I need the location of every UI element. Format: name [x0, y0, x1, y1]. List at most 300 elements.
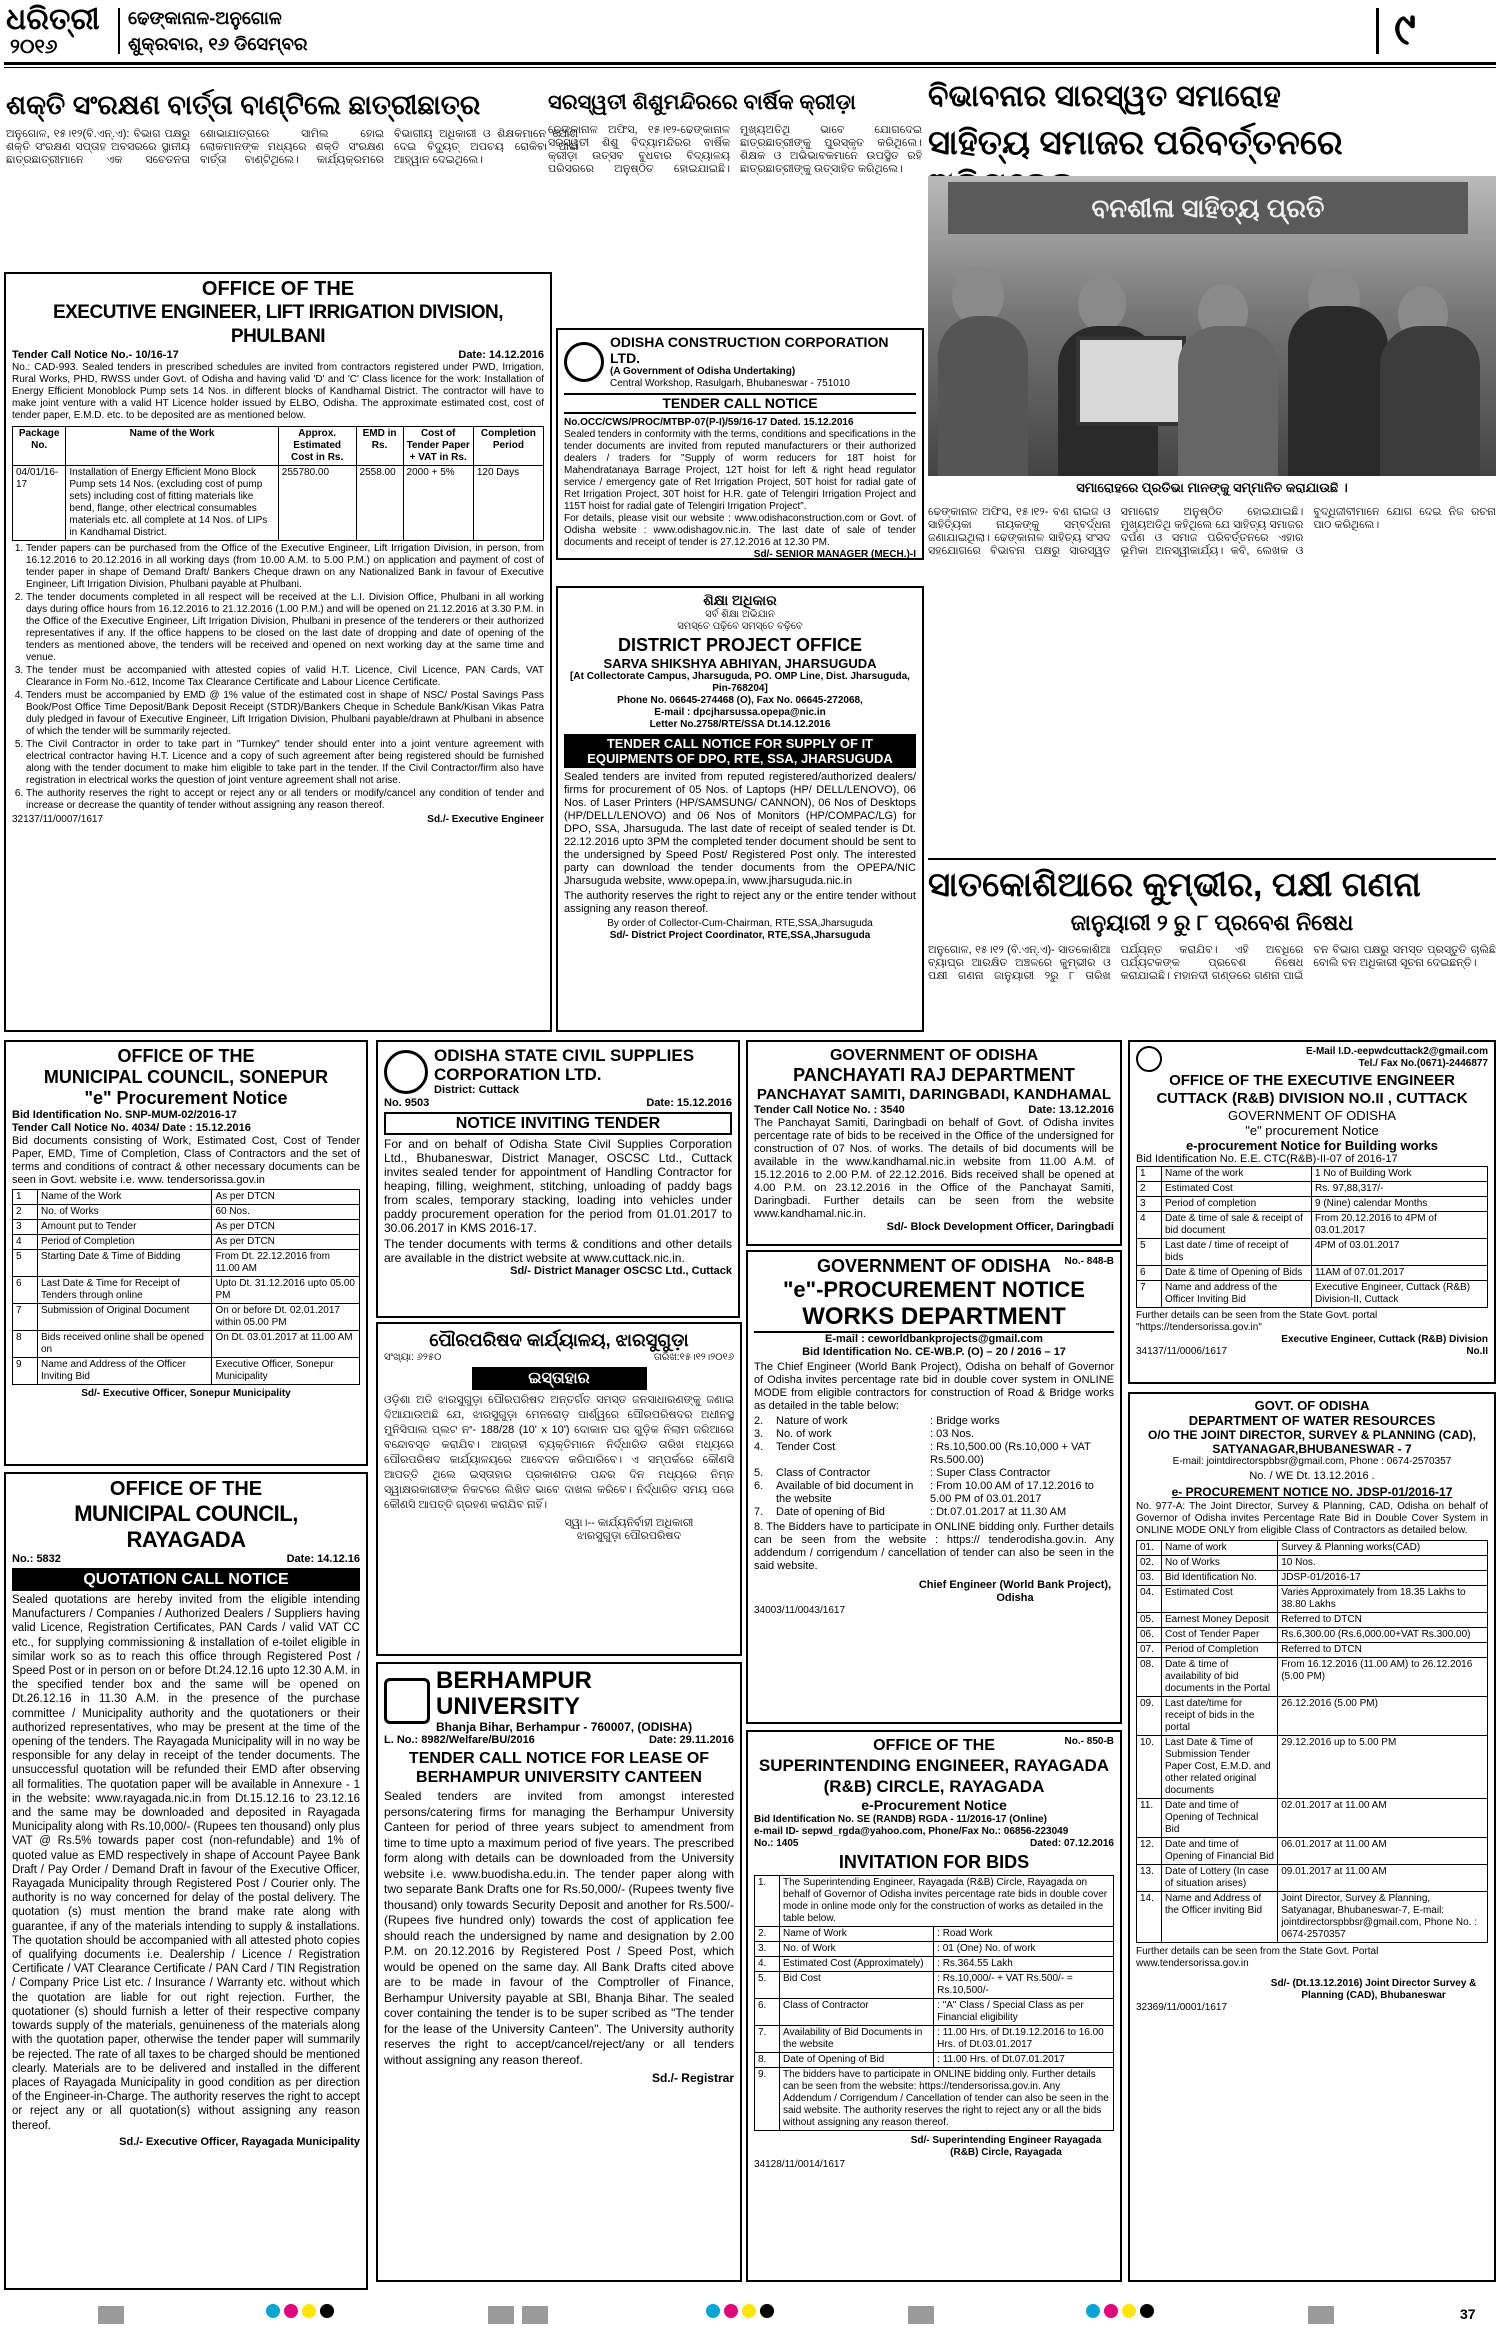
ad-occ-address: Central Workshop, Rasulgarh, Bhubaneswar - 751010	[610, 378, 850, 389]
table-row	[755, 1942, 1114, 1957]
row-number: 1	[13, 1190, 38, 1205]
row-label: Name and Address of the Officer inviting Bid	[1162, 1892, 1278, 1943]
ad-works-gov: GOVERNMENT OF ODISHA	[816, 1256, 1051, 1276]
row-number: 5.	[755, 1972, 780, 1999]
row-number: 6.	[755, 1999, 780, 2026]
ad-lift-body: No.: CAD-993. Sealed tenders in prescribed schedules are invited from contractors registered under PWD, Irrigation, Rural Works, PHD, RWSS under Govt. of Odisha and having valid 'D' and 'C' Class licence for the work: Installation of Energy Efficient Monoblock Pump sets 14 Nos. in different blocks of Kandhamal District. The contractor will have to make joint venture with a valid HT Licence holder issued by ELBO, Odisha. The approximate estimated cost, cost of tender paper, E.M.D. etc. to be deposited are as mentioned below.	[12, 362, 544, 421]
ad-ssa-note: The authority reserves the right to reject any or the entire tender without assigning any reason thereof.	[564, 890, 916, 915]
ad-cuttack-gov: GOVERNMENT OF ODISHA	[1227, 1108, 1397, 1123]
ad-ssa-letter: Letter No.2758/RTE/SSA Dt.14.12.2016	[649, 719, 831, 730]
row-value: Joint Director, Survey & Planning, Satyanagar, Bhubaneswar-7, E-mail: jointdirectorspbbsr@gmail.com, Phone No. : 0674-2570357	[1278, 1892, 1488, 1943]
ad-jharsuguda-bar: ଇସ୍ତାହାର	[472, 1367, 647, 1390]
row-label: Last date / time of receipt of bids	[1162, 1239, 1312, 1266]
row-number: 1.	[755, 1876, 780, 1927]
row-label: Bid Cost	[780, 1972, 934, 1999]
row-number: 11.	[1137, 1799, 1162, 1838]
table-row	[1137, 1167, 1488, 1182]
ad-cuttack-subtitle: e-procurement Notice for Building works	[1185, 1138, 1439, 1153]
ad-panchayat	[746, 1040, 1122, 1246]
ad-ssa-phone: Phone No. 06645-274468 (O), Fax No. 06645-272068,	[617, 695, 863, 706]
ad-panchayat-sign: Sd/- Block Development Officer, Daringbadi	[886, 1221, 1114, 1233]
ad-ssa-sign: Sd/- District Project Coordinator, RTE,SSA,Jharsuguda	[609, 930, 871, 941]
row-label: No of Works	[1162, 1556, 1278, 1571]
ad-civil-date: Date: 15.12.2016	[646, 1097, 732, 1109]
row-label: Nature of work	[776, 1415, 848, 1427]
table-row	[13, 1358, 360, 1385]
row-number: 5.	[754, 1467, 764, 1479]
row-label: Name of work	[1162, 1541, 1278, 1556]
occ-logo-icon	[564, 342, 604, 382]
footer-page-number: 37	[1460, 2306, 1476, 2322]
list-item	[754, 1441, 1114, 1467]
ad-lift-date: Date: 14.12.2016	[458, 349, 544, 361]
td-cost: 255780.00	[278, 466, 356, 541]
ad-rayagada-mc-office: OFFICE OF THE	[109, 1478, 263, 1500]
td-period: 120 Days	[473, 466, 543, 541]
row-number: 12.	[1137, 1838, 1162, 1865]
ad-sonepur-title: MUNICIPAL COUNCIL, SONEPUR	[43, 1067, 329, 1087]
row-label: Tender Cost	[776, 1441, 836, 1453]
odisha-emblem-icon	[1136, 1046, 1162, 1072]
row-number: 4	[1137, 1212, 1162, 1239]
ad-works-list	[754, 1415, 1114, 1519]
photo-banner	[948, 182, 1468, 234]
row-label: The bidders have to participate in ONLINE bidding only. Further details can be seen from the website: https://tendersorissa.gov.in. Any Addendum / Corrigendum / Cancellation of tender can also be seen in the said website. The authority reserves the right to reject any or all the bids without assigning any reason thereof.	[780, 2068, 1114, 2131]
ad-occ-body: Sealed tenders in conformity with the terms, conditions and specifications in the tender documents are invited from reputed manufacturers or their authorized dealers / traders for "Supply of worm reducers for 18T hoist for Mahendratanaya Barrage Project, 12T hoist for left & right head regulator service / emergency gate of Ret Irrigation Project, 50T hoist for radial gate of Ret Irrigation Project, 30T hoist for H.R. gate of Telengiri Irrigation Project and 115T hoist for radial gate of Telengiri Irrigation Project".	[564, 429, 916, 512]
ad-rayagada-mc-bar: QUOTATION CALL NOTICE	[12, 1568, 360, 1591]
row-label: Earnest Money Deposit	[1162, 1613, 1278, 1628]
ad-berhampur-sign: Sd./- Registrar	[651, 2071, 734, 2085]
ad-works-note: 8. The Bidders have to participate in ONLINE bidding only. Further details can be seen from the website : https:// tenderodisha.gov.in. Any addendum / corrigendum / cancellation of tender can also be seen in the said website.	[754, 1521, 1114, 1572]
list-item	[754, 1480, 1114, 1506]
photo-caption: ସମାରୋହରେ ପ୍ରତିଭା ମାନଙ୍କୁ ସମ୍ମାନିତ କରାଯାଉଛି ।	[1076, 480, 1348, 495]
ad-berhampur-no: L. No.: 8982/Welfare/BU/2016	[384, 1734, 535, 1746]
row-label: Period of completion	[1162, 1197, 1312, 1212]
row-number: 09.	[1137, 1697, 1162, 1736]
row-label: Estimated Cost (Approximately)	[780, 1957, 934, 1972]
masthead	[4, 2, 1496, 60]
row-number: 02.	[1137, 1556, 1162, 1571]
ssa-logo-sub: ସର୍ବ ଶିକ୍ଷା ଅଭିଯାନ	[705, 609, 775, 620]
ad-rayagada-rb-ref: 34128/11/0014/1617	[754, 2159, 846, 2170]
list-item: 1. Tender papers can be purchased from the Office of the Executive Engineer, Lift Irrigation Division, in person, from 16.12.2016 to 20.12.2016 in all working days (from 10.00 A.M. to 5.00 P.M.) on application and payment of cost of tender paper in shape of Demand Draft/ Bankers Cheque drawn on any Nationalized Bank in favour of Executive Engineer, Lift Irrigation Division, Phulbani payable at Phulbani.	[26, 543, 544, 591]
row-number: 4.	[755, 1957, 780, 1972]
row-number: 2	[1137, 1182, 1162, 1197]
ad-survey-bar: e- PROCUREMENT NOTICE NO. JDSP-01/2016-17	[1171, 1485, 1453, 1499]
row-number: 03.	[1137, 1571, 1162, 1586]
table-row	[1137, 1892, 1488, 1943]
ad-lift-notice-no: Tender Call Notice No.- 10/16-17	[12, 349, 179, 361]
ad-cuttack-email: E-Mail I.D.-eepwdcuttack2@gmail.com	[1305, 1046, 1488, 1057]
ad-civil-body: For and on behalf of Odisha State Civil Supplies Corporation Ltd., Bhubaneswar, District Manager, OSCSC Ltd., Cuttack invites sealed tender for appointment of Handling Contractor for heaping, filling, weighment, stitching, unloading of paddy bags from scales, temporary stacking, loading into vehicles under paddy procurement operation for the period from 01.01.2017 to 30.06.2017 in KMS 2016-17.	[384, 1137, 732, 1235]
row-label: Date and time of Opening of Technical Bid	[1162, 1799, 1278, 1838]
row-label: Name of the Work	[38, 1190, 212, 1205]
row-number: 3.	[754, 1428, 764, 1440]
row-value: Executive Engineer, Cuttack (R&B) Division-II, Cuttack	[1311, 1281, 1487, 1308]
ad-rayagada-mc-title: MUNICIPAL COUNCIL, RAYAGADA	[74, 1501, 298, 1552]
story-satkosia-body: ଅନୁଗୋଳ, ୧୫।୧୨ (ବି.ଏନ୍.ଏ)- ସାତକୋଶିଆ ବ୍ୟାଘ୍ର ଆରକ୍ଷିତ ଅଞ୍ଚଳରେ କୁମ୍ଭୀର ଓ ପକ୍ଷୀ ଗଣନା ଜାନୁୟାରୀ ୨ରୁ ୮ ତାରିଖ ପର୍ଯ୍ୟନ୍ତ କରାଯିବ। ଏହି ଅବଧିରେ ପର୍ଯ୍ୟଟକଙ୍କ ପ୍ରବେଶ ନିଷେଧ କରାଯାଇଛି। ମହାନଦୀ ଗଣ୍ଡରେ ଗଣନା ପାଇଁ ବନ ବିଭାଗ ପକ୍ଷରୁ ସମସ୍ତ ପ୍ରସ୍ତୁତି ଚାଲିଛି ବୋଲି ବନ ଅଧିକାରୀ ସୂଚନା ଦେଇଛନ୍ତି।	[928, 944, 1496, 982]
ad-ssa-email: E-mail : dpcjharsussa.opepa@nic.in	[654, 707, 826, 718]
row-label: Availability of Bid Documents in the website	[780, 2026, 934, 2053]
ad-survey	[1128, 1392, 1496, 2282]
table-row	[13, 1190, 360, 1205]
ad-civil-details: The tender documents with terms & conditions and other details are available in the district website at www.cuttack.nic.in.	[384, 1237, 732, 1265]
row-label: Estimated Cost	[1162, 1182, 1312, 1197]
row-label: Name of the work	[1162, 1167, 1312, 1182]
ad-survey-intro: No. 977-A: The Joint Director, Survey & Planning, CAD, Odisha on behalf of Governor of Odisha invites Percentage Rate Bid in Double Cover System in ONLINE MODE ONLY from eligible Class of Contractors as detailed below.	[1136, 1501, 1488, 1536]
ad-civil-district: District: Cuttack	[434, 1084, 519, 1096]
ad-sonepur-sign: Sd/- Executive Officer, Sonepur Municipality	[81, 1388, 291, 1399]
photo-banner-text: ବନଶୀଳା ସାହିତ୍ୟ ପ୍ରତି	[1091, 193, 1325, 223]
ad-rayagada-rb-ref-no: No.- 850-B	[1064, 1736, 1114, 1747]
ad-civil-no: No. 9503	[384, 1097, 430, 1109]
ad-works-email: E-mail : ceworldbankprojects@gmail.com	[825, 1333, 1043, 1345]
row-value: : From 10.00 AM of 17.12.2016 to 5.00 PM of 03.01.2017	[930, 1480, 1094, 1505]
table-row	[13, 466, 544, 541]
ad-lift-irrigation	[4, 272, 552, 1032]
table-row	[755, 1876, 1114, 1927]
ad-cuttack-rb	[1128, 1040, 1496, 1384]
row-number: 9	[13, 1358, 38, 1385]
ad-rayagada-mc-sign: Sd./- Executive Officer, Rayagada Municipality	[119, 2135, 360, 2148]
row-label: Estimated Cost	[1162, 1586, 1278, 1613]
ad-cuttack-tel: Tel./ Fax No.(0671)-2446877	[1358, 1058, 1488, 1069]
list-item: 5. The Civil Contractor in order to take part in "Turnkey" tender should enter into a joint venture agreement with electrical contractor having H.T. Licence and a copy of such agreement after being registered should be furnished along with the tender document to make him eligible to take part in the tender. If the Civil Contractor/firm also have registration in electrical works the question of joint venture agreement shall not arise.	[26, 739, 544, 787]
ad-sonepur-bar: "e" Procurement Notice	[84, 1088, 288, 1108]
row-value: From 20.12.2016 to 4PM of 03.01.2017	[1311, 1212, 1487, 1239]
table-row	[1137, 1197, 1488, 1212]
ad-occ-sign: Sd/- SENIOR MANAGER (MECH.)-I	[753, 549, 916, 560]
university-logo-icon	[384, 1678, 430, 1724]
td-emd: 2558.00	[356, 466, 403, 541]
ad-jharsuguda-body: ଓଡ଼ିଶା ଅତି ଝାରସୁଗୁଡ଼ା ପୌରପରିଷଦ ଅନ୍ତର୍ଗତ ସମସ୍ତ ଜନସାଧାରଣଙ୍କୁ ଜଣାଇ ଦିଆଯାଉଅଛି ଯେ, ଝାରସୁଗୁଡ଼ା ମେନରୋଡ଼ ପାର୍ଶ୍ୱରେ ପୌରପରିଷଦର ଅଧୀନସ୍ଥ ମୁନିସିପାଲ ପ୍ଲଟ ନଂ- 188/28 (10' x 10') ଦୋକାନ ଘର ଗୁଡ଼ିକ ନିଲାମ ଜରିଆରେ ବନ୍ଦୋବସ୍ତ କରାଯିବ। ଆଗ୍ରହୀ ବ୍ୟକ୍ତିମାନେ ନିର୍ଦ୍ଧାରିତ ତାରିଖ ମଧ୍ୟରେ ପୌରପରିଷଦ କାର୍ଯ୍ୟାଳୟରେ ଆବେଦନ କରିପାରିବେ। ଏ ସମ୍ପର୍କରେ କୌଣସି ଆପତ୍ତି ଥିଲେ ଇସ୍ତାହାର ପ୍ରକାଶନର ପନ୍ଦର ଦିନ ମଧ୍ୟରେ ନିମ୍ନ ସ୍ୱାକ୍ଷରକାରୀଙ୍କ ନିକଟରେ ଲିଖିତ ଭାବେ ଦାଖଲ କରିବେ। ନିର୍ଦ୍ଧାରିତ ସମୟ ପରେ କୌଣସି ଆପତ୍ତି ଗ୍ରହଣ କରାଯିବ ନାହିଁ।	[384, 1394, 734, 1511]
row-value: : Bridge works	[930, 1415, 1000, 1427]
story-energy-body: ଅନୁଗୋଳ, ୧୫।୧୨(ବି.ଏନ୍.ଏ): ବିଭାଗ ପକ୍ଷରୁ ଶକ୍ତି ସଂରକ୍ଷଣ ସପ୍ତାହ ଅବସରରେ ସ୍ଥାନୀୟ ଛାତ୍ରଛାତ୍ରୀମାନେ ଏକ ସଚେତନତା ଶୋଭାଯାତ୍ରାରେ ସାମିଲ ହୋଇ ଲୋକମାନଙ୍କ ମଧ୍ୟରେ ଶକ୍ତି ସଂରକ୍ଷଣ ବାର୍ତ୍ତା ବାଣ୍ଟିଥିଲେ। କାର୍ଯ୍ୟକ୍ରମରେ ବିଭାଗୀୟ ଅଧିକାରୀ ଓ ଶିକ୍ଷକମାନେ ଯୋଗ ଦେଇ ବିଦ୍ୟୁତ୍ ଅପଚୟ ରୋକିବା ପାଇଁ ଆହ୍ୱାନ ଦେଇଥିଲେ।	[6, 128, 578, 166]
row-label: Last date/time for receipt of bids in the portal	[1162, 1697, 1278, 1736]
ad-works-title: WORKS DEPARTMENT	[754, 1303, 1114, 1333]
ad-ssa	[556, 586, 924, 1032]
row-value: : 11.00 Hrs. of Dt.19.12.2016 to 16.00 Hrs. of Dt.03.01.2017	[934, 2026, 1114, 2053]
story-literature-kicker: ବିଭାବନାର ସାରସ୍ୱତ ସମାରୋହ	[928, 80, 1281, 113]
row-number: 2.	[755, 1927, 780, 1942]
ad-panchayat-notice: Tender Call Notice No. : 3540	[754, 1104, 905, 1116]
ad-ssa-bar: TENDER CALL NOTICE FOR SUPPLY OF IT EQUIPMENTS OF DPO, RTE, SSA, JHARSUGUDA	[564, 734, 916, 768]
row-number: 6.	[754, 1480, 764, 1492]
row-label: Class of Contractor	[776, 1467, 871, 1479]
ad-civil-bar: NOTICE INVITING TENDER	[384, 1112, 732, 1135]
ad-rayagada-rb-bid-id: Bid Identification No. SE (RANDB) RGDA - 11/2016-17 (Online)	[754, 1814, 1047, 1825]
ad-rayagada-rb-email: e-mail ID- sepwd_rgda@yahoo.com, Phone/Fax No.: 06856-223049	[754, 1826, 1069, 1837]
table-row	[13, 1304, 360, 1331]
ad-rayagada-rb-title: SUPERINTENDING ENGINEER, RAYAGADA (R&B) CIRCLE, RAYAGADA	[758, 1756, 1110, 1796]
ad-sonepur-bid-id: Bid Identification No. SNP-MUM-02/2016-17	[12, 1109, 237, 1121]
ad-jharsuguda-sign2: ଝାରସୁଗୁଡ଼ା ପୌରପରିଷଦ	[576, 1530, 682, 1542]
ad-cuttack-table	[1136, 1166, 1488, 1308]
ad-berhampur-date: Date: 29.11.2016	[648, 1734, 734, 1746]
row-number: 14.	[1137, 1892, 1162, 1943]
story-sports-body: ଢେଙ୍କାନାଳ ଅଫିସ, ୧୫।୧୨-ଢେଙ୍କାନାଳ ସରସ୍ୱତୀ ଶିଶୁ ବିଦ୍ୟାମନ୍ଦିରର ବାର୍ଷିକ କ୍ରୀଡ଼ା ଉତ୍ସବ ବୁଧବାର ବିଦ୍ୟାଳୟ ପରିସରରେ ଅନୁଷ୍ଠିତ ହୋଇଯାଇଛି। ମୁଖ୍ୟଅତିଥି ଭାବେ ଯୋଗଦେଇ ଛାତ୍ରଛାତ୍ରୀଙ୍କୁ ପୁରସ୍କୃତ କରିଥିଲେ। ଶିକ୍ଷକ ଓ ଅଭିଭାବକମାନେ ଉପସ୍ଥିତ ରହି ଛାତ୍ରଛାତ୍ରୀଙ୍କୁ ଉତ୍ସାହିତ କରିଥିଲେ।	[548, 124, 922, 175]
row-value: 29.12.2016 up to 5.00 PM	[1278, 1736, 1488, 1799]
row-label: Date & time of sale & receipt of bid document	[1162, 1212, 1312, 1239]
ad-survey-sign: Sd/- (Dt.13.12.2016) Joint Director Survey & Planning (CAD), Bhubaneswar	[1270, 1978, 1477, 2001]
row-value: 9 (Nine) calendar Months	[1311, 1197, 1487, 1212]
table-row	[1137, 1628, 1488, 1643]
row-value: : 11.00 Hrs. of Dt.07.01.2017	[934, 2053, 1114, 2068]
ad-rayagada-rb-no: No.: 1405	[754, 1838, 799, 1849]
ad-rayagada-mc-body: Sealed quotations are hereby invited from the eligible intending Manufacturers / Companies / Authorized Dealers / Suppliers having valid Licence, Registration Certificates, PAN Cards / valid VAT CC etc., for supplying commissioning & installation of e-toilet eligible in similar work so as to reach this office through Registered Post / Speed Post or in person on or before Dt.24.12.16 upto 12.30 A.M. in the specified tender box and the same will be opened on Dt.26.12.16 in 11.30 A.M. in the presence of the purchase committee / Municipality authority and the quotationers or their authorized representatives, who may be present at the time of the opening of the tenders. The Rayagada Municipality will in no way be responsible for any delay in receipt of the tender documents. The unsuccessful quotation will be refunded their EMD after observing all formalities. The quotation paper will be available in Annexure - 1 in the website: www.rayagada.nic.in from Dt.15.12.16 to 23.12.16 and the same may be downloaded and deposited in Rayagada Municipality along with Rs.10,000/- (Rupees ten thousand) only plus VAT @ Rs.5% towards paper cost (non-refundable) and 1% of quoted value as EMD respectively in shape of Account Payee Bank Draft / Pay Order / Demand Draft in favour of the Executive Officer, Rayagada Municipality through Registered Post / Courier only. The authority is no way concerned for delay of the postal delivery. The quotation (s) must mention the brand make rate along with guarantee, if any of the materials intending to supply & installations. The quotation should be accompanied with all attested photo copies of qualifying documents i.e. Dealership / Licence / Registration Certificate / VAT Clearance Certificate / PAN Card / TIN Registration / Company Price List etc. / Insurance / Warranty etc. without which the quotation are liable for out right rejection. Further, the quotationer (s) should furnish a letter of their respective company towards supply of the materials, genuineness of the materials along with the quotation paper, otherwise the tender paper will summarily be rejected. The rate of all taxes to be charged should be mentioned clearly. Materials are to be delivered and installed in the different places of Rayagada Municipality in good condition as per direction of the Engineer-in-Charge. The authority reserves the right to accept or reject any or all quotation(s) without assigning any reason thereof.	[12, 1594, 360, 2132]
ad-panchayat-subtitle: PANCHAYAT SAMITI, DARINGBADI, KANDHAMAL	[756, 1086, 1112, 1103]
th-emd: EMD in Rs.	[356, 427, 403, 466]
row-value: 02.01.2017 at 11.00 AM	[1278, 1799, 1488, 1838]
row-label: Date of opening of Bid	[776, 1506, 885, 1518]
ad-sonepur-table	[12, 1189, 360, 1385]
row-number: 5	[1137, 1239, 1162, 1266]
ad-berhampur-title: BERHAMPUR UNIVERSITY	[436, 1667, 592, 1720]
td-work: Installation of Energy Efficient Mono Block Pump sets 14 Nos. (excluding cost of pump sets) including cost of fitting materials like bend, flange, other electrical consumables materials etc. all complete at 14 Nos. of LIPs in Kandhamal District.	[66, 466, 278, 541]
row-number: 8	[13, 1331, 38, 1358]
ad-rayagada-mc-date: Date: 14.12.16	[286, 1553, 360, 1565]
ad-ssa-order: By order of Collector-Cum-Chairman, RTE,SSA,Jharsuguda	[607, 918, 873, 929]
ad-berhampur-bar: TENDER CALL NOTICE FOR LEASE OF BERHAMPUR UNIVERSITY CANTEEN	[408, 1750, 710, 1786]
ad-berhampur-address: Bhanja Bihar, Berhampur - 760007, (ODISHA)	[436, 1720, 693, 1734]
row-label: Available of bid document in the website	[776, 1480, 914, 1505]
row-label: Class of Contractor	[780, 1999, 934, 2026]
framed-certificate	[1076, 336, 1186, 426]
ad-panchayat-body: The Panchayat Samiti, Daringbadi on behalf of Govt. of Odisha invites percentage rate of bids to be received in the Office of the undersigned for construction of 07 Nos. of works. The details of bid documents will be available in the www.kandhamal.nic.in website from 11.00 A.M. of 15.12.2016 to 2.00 P.M. of 22.12.2016. Bids received shall be opened at 4.00 P.M. on 23.12.2016 in the Office of the Panchayat Samiti, Daringbadi. Further details can be seen from the website www.kandhamal.nic.in.	[754, 1117, 1114, 1220]
ad-rayagada-rb-table	[754, 1875, 1114, 2131]
row-label: Date of Opening of Bid	[780, 2053, 934, 2068]
row-value: As per DTCN	[212, 1235, 360, 1250]
ad-survey-gov: GOVT. OF ODISHA	[1254, 1398, 1370, 1413]
row-value: Referred to DTCN	[1278, 1643, 1488, 1658]
ad-cuttack-bid-id: Bid Identification No. E.E. CTC(R&B)-II-07 of 2016-17	[1136, 1153, 1398, 1165]
row-label: The Superintending Engineer, Rayagada (R&B) Circle, Rayagada on behalf of Governor of Odisha invites percentage rate bids in double cover mode in online mode only for the construction of works as detailed in the table below.	[780, 1876, 1114, 1927]
ad-ssa-body: Sealed tenders are invited from reputed registered/authorized dealers/ firms for procurement of 05 Nos. of Laptops (HP/ DELL/LENOVO), 06 Nos. of Laser Printers (HP/SAMSUNG/ CANNON), 06 Nos of Desktops (HP/DELL/LENOVO) and 06 Nos of Monitors (HP/COMPAC/LG) for DPO, SSA, Jharsuguda. The last date of receipt of sealed tender is Dt. 22.12.2016 upto 3PM the completed tender document should be sent to the undersigned by Speed Post/ Registered Post only. The interested party can download the tender documents from the OPEPA/NIC Jharsuguda website, www.opepa.in, www.jharsuguda.nic.in	[564, 771, 916, 887]
row-label: Period of Completion	[38, 1235, 212, 1250]
ad-cuttack-ref: 34137/11/0006/1617	[1136, 1346, 1228, 1357]
row-value: : Super Class Contractor	[930, 1467, 1051, 1479]
row-label: Bid Identification No.	[1162, 1571, 1278, 1586]
table-row	[13, 1250, 360, 1277]
row-value: 1 No of Building Work	[1311, 1167, 1487, 1182]
ad-occ-title: ODISHA CONSTRUCTION CORPORATION LTD.	[610, 334, 889, 366]
ad-works-intro: The Chief Engineer (World Bank Project), Odisha on behalf of Governor of Odisha invites percentage rate bid in double cover system in ONLINE MODE from eligible contractors for construction of Road & Bridge works as detailed in the table below:	[754, 1361, 1114, 1412]
print-registration-strip	[4, 2300, 1496, 2330]
table-row	[1137, 1239, 1488, 1266]
ad-cuttack-title: OFFICE OF THE EXECUTIVE ENGINEER CUTTACK (R&B) DIVISION NO.II , CUTTACK	[1156, 1072, 1468, 1107]
row-number: 9.	[755, 2068, 780, 2131]
edition: ଢେଙ୍କାନାଳ-ଅନୁଗୋଳ	[128, 8, 282, 28]
ad-panchayat-title: PANCHAYATI RAJ DEPARTMENT	[793, 1065, 1075, 1085]
td-tender-cost: 2000 + 5%	[403, 466, 473, 541]
row-number: 6	[13, 1277, 38, 1304]
row-value: Upto Dt. 31.12.2016 upto 05.00 PM	[212, 1277, 360, 1304]
th-package: Package No.	[13, 427, 66, 466]
ad-berhampur-body: Sealed tenders are invited from amongst interested persons/catering firms for managing the Berhampur University Canteen for period of three years subject to amendment from time to time upto a maximum period of five years. The prescribed form along with details can be downloaded from the University website i.e. www.buodisha.edu.in. The tender paper along with two separate Bank Drafts one for Rs.50,000/- (Rupees twenty five thousand) only towards Security Deposit and another for Rs.500/- (Rupees five hundred only) towards the cost of application fee should reach the undersigned by name and designation by 2.00 P.M. on 20.12.2016 by Registered Post / Speed Post, which would be opened on the same day. All Bank Drafts cited above are to be made in favour of the Comptroller of Finance, Berhampur University payable at SBI, Bhanja Bihar. The sealed cover containing the tender is to be super scribed as "The tender for the lease of the University Canteen". The University authority reserves the right to accept/cancel/reject/any or all tenders without assigning any reason thereof.	[384, 1789, 734, 2067]
ad-cuttack-sign: Executive Engineer, Cuttack (R&B) Division No.II	[1281, 1334, 1488, 1357]
row-number: 13.	[1137, 1865, 1162, 1892]
story-satkosia-subhead: ଜାନୁୟାରୀ ୨ ରୁ ୮ ପ୍ରବେଶ ନିଷେଧ	[1070, 910, 1354, 935]
table-row	[1137, 1865, 1488, 1892]
ad-rayagada-mc	[4, 1472, 368, 2290]
ad-berhampur	[376, 1662, 742, 2282]
ad-survey-details: Further details can be seen from the State Govt. Portal www.tendersorissa.gov.in	[1136, 1946, 1379, 1969]
masthead-logo: ଧରିତ୍ରୀ	[6, 2, 100, 37]
row-number: 01.	[1137, 1541, 1162, 1556]
row-value: 10 Nos.	[1278, 1556, 1488, 1571]
row-value: As per DTCN	[212, 1190, 360, 1205]
story-energy-headline: ଶକ୍ତି ସଂରକ୍ଷଣ ବାର୍ତ୍ତା ବାଣ୍ଟିଲେ ଛାତ୍ରୀଛାତ୍ର	[6, 90, 481, 120]
row-label: Name and address of the Officer Inviting Bid	[1162, 1281, 1312, 1308]
ad-civil-title: ODISHA STATE CIVIL SUPPLIES CORPORATION LTD.	[434, 1046, 695, 1084]
story-literature-headline: ସାହିତ୍ୟ ସମାଜର ପରିବର୍ତ୍ତନରେ	[928, 124, 1343, 162]
ad-sonepur-office: OFFICE OF THE	[117, 1046, 255, 1066]
row-value: : 01 (One) No. of work	[934, 1942, 1114, 1957]
table-row	[1137, 1658, 1488, 1697]
list-item	[754, 1415, 1114, 1428]
ad-works-bid-id: Bid Identification No. CE-WB.P. (O) – 20 / 2016 – 17	[802, 1346, 1066, 1358]
ad-rayagada-rb-bar: INVITATION FOR BIDS	[838, 1852, 1030, 1872]
ad-occ-bar: TENDER CALL NOTICE	[564, 393, 916, 414]
table-row	[755, 2068, 1114, 2131]
row-label: No. of Works	[38, 1205, 212, 1220]
table-row	[1137, 1586, 1488, 1613]
table-row	[13, 1220, 360, 1235]
th-cost: Approx. Estimated Cost in Rs.	[278, 427, 356, 466]
ad-survey-no: No. / WE Dt. 13.12.2016 .	[1249, 1470, 1375, 1482]
table-row	[1137, 1212, 1488, 1239]
table-row	[755, 1972, 1114, 1999]
ad-jharsuguda-date: ତାରିଖ:୧୫।୧୨।୨୦୧୬	[653, 1352, 734, 1363]
ssa-logo-tag: ସମସ୍ତେ ପଢ଼ିବେ ସମସ୍ତେ ବଢ଼ିବେ	[677, 621, 803, 632]
row-value: 4PM of 03.01.2017	[1311, 1239, 1487, 1266]
row-label: Date & time of availability of bid documents in the Portal	[1162, 1658, 1278, 1697]
list-item: 4. Tenders must be accompanied by EMD @ 1% value of the estimated cost in shape of NSC/ Postal Savings Pass Book/Post Office Time Deposit/Bank Deposit Receipt (STDR)/Bankers Cheque in Schedule Bank/Kisan Vikas Patra duly pledged in favour of Executive Engineer, Lift Irrigation Division, Phulbani payable/drawn at Phulbani in absence of which the tender will be summarily rejected.	[26, 690, 544, 738]
ad-panchayat-gov: GOVERNMENT OF ODISHA	[829, 1047, 1038, 1064]
row-value: 06.01.2017 at 11.00 AM	[1278, 1838, 1488, 1865]
ad-lift-ref: 32137/11/0007/1617	[12, 814, 104, 825]
row-number: 2.	[754, 1415, 764, 1427]
row-number: 07.	[1137, 1643, 1162, 1658]
table-row	[1137, 1799, 1488, 1838]
row-number: 08.	[1137, 1658, 1162, 1697]
ad-lift-office: OFFICE OF THE	[201, 278, 355, 300]
ad-ssa-address: [At Collectorate Campus, Jharsuguda, PO. OMP Line, Dist. Jharsuguda, Pin-768204]	[570, 671, 910, 694]
table-row	[1137, 1736, 1488, 1799]
row-number: 06.	[1137, 1628, 1162, 1643]
ad-jharsuguda-mun	[376, 1322, 742, 1656]
row-label: Name and Address of the Officer Inviting Bid	[38, 1358, 212, 1385]
row-value: Rs. 97,88,317/-	[1311, 1182, 1487, 1197]
ad-jharsuguda-sign1: ସ୍ୱା।-- କାର୍ଯ୍ୟନିର୍ବାହୀ ଅଧିକାରୀ	[564, 1517, 694, 1529]
row-value: On or before Dt. 02.01.2017 within 05.00 PM	[212, 1304, 360, 1331]
event-photo	[928, 176, 1496, 476]
ad-civil-supplies	[376, 1040, 740, 1318]
row-label: No. of work	[776, 1428, 832, 1440]
row-value: Rs.6,300.00 (Rs.6,000.00+VAT Rs.300.00)	[1278, 1628, 1488, 1643]
row-value: Survey & Planning works(CAD)	[1278, 1541, 1488, 1556]
ad-rayagada-rb-notice: e-Procurement Notice	[861, 1797, 1007, 1813]
list-item: 2. The tender documents completed in all respect will be received at the L.I. Division Office, Phulbani in all working days during office hours from 16.12.2016 to 21.12.2016 (1.00 P.M.) and will be opened on 21.12.2016 at 3.30 P.M. in the Office of the Executive Engineer, Lift Irrigation Division, Phulbani in presence of the tenderers or their authorized representatives if any. If the office happens to be closed on the last date of dropping and date of opening of the tenders as mentioned above, the tenders will be received and opened on next working day at the same time and venue.	[26, 592, 544, 664]
table-row	[1137, 1556, 1488, 1571]
story-energy	[6, 88, 578, 268]
ad-survey-ref: 32369/11/0001/1617	[1136, 2002, 1228, 2013]
ad-sonepur-body: Bid documents consisting of Work, Estimated Cost, Cost of Tender Paper, EMD, Time of Completion, Class of Contractors and the set of terms and conditions of contract & other necessary documents can be seen in Govt. website i.e. www. tendersorissa.gov.in	[12, 1135, 360, 1186]
row-number: 10.	[1137, 1736, 1162, 1799]
table-row	[755, 2026, 1114, 2053]
ad-lift-title: EXECUTIVE ENGINEER, LIFT IRRIGATION DIVISION, PHULBANI	[52, 302, 504, 347]
ad-survey-dept: DEPARTMENT OF WATER RESOURCES	[1188, 1413, 1436, 1428]
row-number: 8.	[755, 2053, 780, 2068]
ad-occ-details: For details, please visit our website : www.odishaconstruction.com or Govt. of Odisha website : www.odishagov.nic.in. The last date of sale of tender documents and receipt of tender is 27.12.2016 at 12.30 PM.	[564, 513, 916, 548]
ad-ssa-subtitle: SARVA SHIKSHYA ABHIYAN, JHARSUGUDA	[603, 656, 877, 671]
row-value: From Dt. 22.12.2016 from 11.00 AM	[212, 1250, 360, 1277]
list-item	[754, 1467, 1114, 1480]
table-row	[1137, 1281, 1488, 1308]
ad-occ-ref: No.OCC/CWS/PROC/MTBP-07(P-I)/59/16-17 Dated. 15.12.2016	[564, 417, 854, 428]
ad-occ	[556, 328, 924, 560]
ad-cuttack-details: Further details can be seen from the State Govt. portal "https://tendersorissa.gov.in"	[1136, 1310, 1378, 1333]
ad-sonepur	[4, 1040, 368, 1466]
row-value: JDSP-01/2016-17	[1278, 1571, 1488, 1586]
row-label: Starting Date & Time of Bidding	[38, 1250, 212, 1277]
table-row	[1137, 1613, 1488, 1628]
table-row	[1137, 1182, 1488, 1197]
table-row	[1137, 1266, 1488, 1281]
masthead-year: ୨୦୧୬	[10, 36, 58, 58]
table-row	[1137, 1643, 1488, 1658]
row-label: Name of Work	[780, 1927, 934, 1942]
ad-works	[746, 1250, 1122, 1724]
row-value: Executive Officer, Sonepur Municipality	[212, 1358, 360, 1385]
row-value: : Rs.10,500.00 (Rs.10,000 + VAT Rs.500.00)	[930, 1441, 1091, 1466]
row-label: Date of Lottery (In case of situation arises)	[1162, 1865, 1278, 1892]
row-value: Referred to DTCN	[1278, 1613, 1488, 1628]
ad-lift-sign: Sd./- Executive Engineer	[427, 814, 544, 825]
table-row	[1137, 1571, 1488, 1586]
row-number: 04.	[1137, 1586, 1162, 1613]
ad-rayagada-rb	[746, 1730, 1122, 2282]
row-label: No. of Work	[780, 1942, 934, 1957]
table-row	[13, 1235, 360, 1250]
ad-rayagada-rb-date: Dated: 07.12.2016	[1030, 1838, 1114, 1849]
row-value: : Dt.07.01.2017 at 11.30 AM	[930, 1506, 1067, 1518]
row-number: 3	[1137, 1197, 1162, 1212]
row-number: 4	[13, 1235, 38, 1250]
row-number: 7	[13, 1304, 38, 1331]
row-label: Date & time of Opening of Bids	[1162, 1266, 1312, 1281]
ad-works-ref: 34003/11/0043/1617	[754, 1605, 846, 1616]
ad-civil-sign: Sd/- District Manager OSCSC Ltd., Cuttack	[510, 1265, 732, 1277]
row-number: 7.	[755, 2026, 780, 2053]
row-number: 4.	[754, 1441, 764, 1453]
row-label: Submission of Original Document	[38, 1304, 212, 1331]
issue-date: ଶୁକ୍ରବାର, ୧୬ ଡିସେମ୍ବର	[128, 34, 308, 54]
ad-sonepur-notice: Tender Call Notice No. 4034/ Date : 15.12.2016	[12, 1122, 251, 1134]
row-label: Last Date & Time for Receipt of Tenders through online	[38, 1277, 212, 1304]
row-number: 3	[13, 1220, 38, 1235]
ad-lift-table	[12, 426, 544, 541]
table-row	[1137, 1697, 1488, 1736]
row-number: 2	[13, 1205, 38, 1220]
civil-supplies-logo-icon	[384, 1050, 428, 1094]
ad-works-ref-no: No.- 848-B	[1064, 1256, 1114, 1267]
story-literature-body: ଢେଙ୍କାନାଳ ଅଫିସ, ୧୫।୧୨- ବଣ ରାଇଜ ଓ ସାହିତ୍ୟିକା ନାୟକଙ୍କୁ ସମ୍ବର୍ଦ୍ଧନା ଜଣାଯାଇଥିଲା। ଢେଙ୍କାନାଳ ସାହିତ୍ୟ ସଂସଦ ସହଯୋଗରେ ବିଭାବନା ପକ୍ଷରୁ ସାରସ୍ୱତ ସମାରୋହ ଅନୁଷ୍ଠିତ ହୋଇଯାଇଛି। ମୁଖ୍ୟଅତିଥି କହିଥିଲେ ଯେ ସାହିତ୍ୟ ସମାଜର ଦର୍ପଣ ଓ ସମାଜ ପରିବର୍ତ୍ତନରେ ଏହାର ଭୂମିକା ଅନସ୍ୱୀକାର୍ଯ୍ୟ। କବି, ଲେଖକ ଓ ବୁଦ୍ଧିଜୀବୀମାନେ ଯୋଗ ଦେଇ ନିଜ ରଚନା ପାଠ କରିଥିଲେ।	[928, 506, 1496, 557]
row-value: : Rs.364.55 Lakh	[934, 1957, 1114, 1972]
list-item	[754, 1428, 1114, 1441]
ad-rayagada-rb-sign: Sd/- Superintending Engineer Rayagada (R&B) Circle, Rayagada	[910, 2135, 1102, 2158]
table-row	[755, 1927, 1114, 1942]
